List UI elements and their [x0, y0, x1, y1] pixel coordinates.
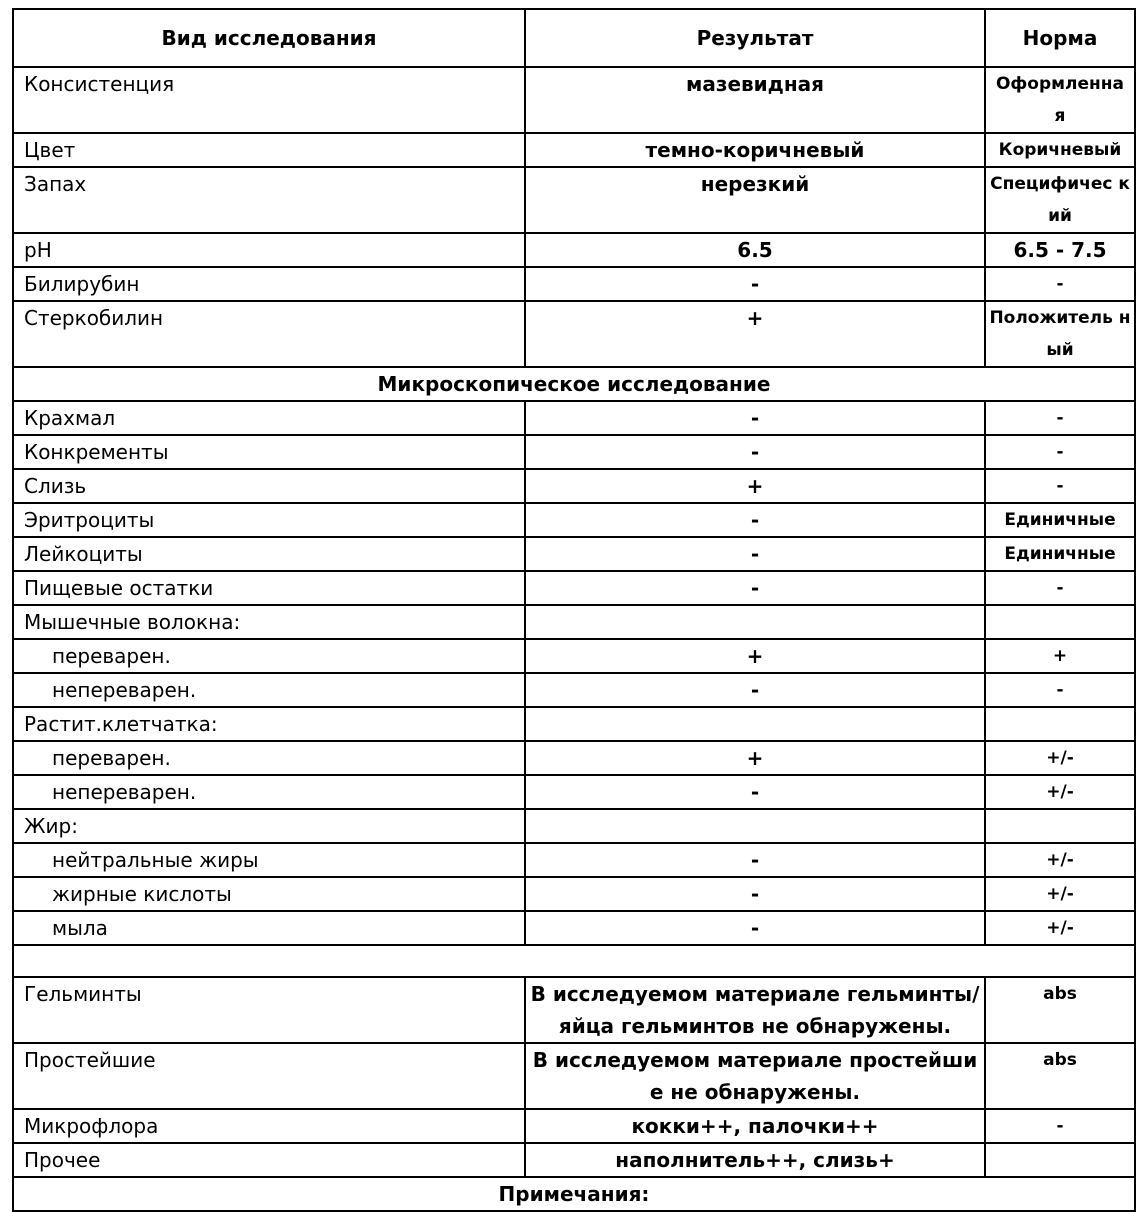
test-result: -	[525, 673, 985, 707]
table-row	[13, 267, 1135, 301]
table-row	[13, 639, 1135, 673]
table-row	[13, 1109, 1135, 1143]
test-norm: Коричневый	[985, 133, 1135, 167]
header-result: Результат	[525, 9, 985, 67]
test-norm: -	[985, 435, 1135, 469]
table-row	[13, 233, 1135, 267]
test-norm	[985, 809, 1135, 843]
test-result: -	[525, 401, 985, 435]
test-result: нерезкий	[525, 167, 985, 233]
table-row	[13, 977, 1135, 1043]
test-norm: -	[985, 1109, 1135, 1143]
test-result: -	[525, 843, 985, 877]
test-result: -	[525, 911, 985, 945]
test-norm	[985, 605, 1135, 639]
test-norm: -	[985, 469, 1135, 503]
table-row	[13, 537, 1135, 571]
test-name: Микрофлора	[13, 1109, 525, 1143]
test-result: -	[525, 267, 985, 301]
table-row	[13, 741, 1135, 775]
test-result: кокки++, палочки++	[525, 1109, 985, 1143]
section-title: Микроскопическое исследование	[13, 367, 1135, 401]
table-row	[13, 877, 1135, 911]
test-result: наполнитель++, слизь+	[525, 1143, 985, 1177]
test-norm	[985, 1143, 1135, 1177]
test-name: Стеркобилин	[13, 301, 525, 367]
table-row	[13, 605, 1135, 639]
test-result: -	[525, 775, 985, 809]
test-result: +	[525, 639, 985, 673]
test-norm: +/-	[985, 843, 1135, 877]
test-norm: Единичные	[985, 503, 1135, 537]
test-norm: -	[985, 267, 1135, 301]
test-name: Гельминты	[13, 977, 525, 1043]
test-norm: abs	[985, 977, 1135, 1043]
test-result: мазевидная	[525, 67, 985, 133]
test-result: -	[525, 877, 985, 911]
test-name: Запах	[13, 167, 525, 233]
test-result: +	[525, 301, 985, 367]
table-row	[13, 435, 1135, 469]
test-result: -	[525, 435, 985, 469]
header-test: Вид исследования	[13, 9, 525, 67]
test-name: Растит.клетчатка:	[13, 707, 525, 741]
table-row	[13, 67, 1135, 133]
test-result: 6.5	[525, 233, 985, 267]
test-name: Жир:	[13, 809, 525, 843]
test-result: В исследуемом материале гельминты/яйца гельминтов не обнаружены.	[525, 977, 985, 1043]
table-row	[13, 1143, 1135, 1177]
test-norm: +/-	[985, 911, 1135, 945]
notes-row	[13, 1177, 1135, 1211]
test-name: Билирубин	[13, 267, 525, 301]
test-name: Крахмал	[13, 401, 525, 435]
test-norm: Единичные	[985, 537, 1135, 571]
table-header-row	[13, 9, 1135, 67]
test-result: +	[525, 469, 985, 503]
table-row	[13, 503, 1135, 537]
test-name: Прочее	[13, 1143, 525, 1177]
test-name: Мышечные волокна:	[13, 605, 525, 639]
test-norm: Оформленна я	[985, 67, 1135, 133]
table-row	[13, 775, 1135, 809]
table-row	[13, 673, 1135, 707]
test-result	[525, 707, 985, 741]
test-norm: +/-	[985, 775, 1135, 809]
test-name: Простейшие	[13, 1043, 525, 1109]
test-name: непереварен.	[13, 775, 525, 809]
table-row	[13, 301, 1135, 367]
test-name: переварен.	[13, 741, 525, 775]
table-row	[13, 1043, 1135, 1109]
test-result: -	[525, 503, 985, 537]
test-result	[525, 605, 985, 639]
test-name: Эритроциты	[13, 503, 525, 537]
test-norm: Положитель ный	[985, 301, 1135, 367]
test-name: Цвет	[13, 133, 525, 167]
test-norm: +/-	[985, 877, 1135, 911]
test-result	[525, 809, 985, 843]
test-name: нейтральные жиры	[13, 843, 525, 877]
spacer-row	[13, 945, 1135, 977]
table-row	[13, 911, 1135, 945]
table-row	[13, 167, 1135, 233]
test-result: В исследуемом материале простейшие не обнаружены.	[525, 1043, 985, 1109]
test-name: Слизь	[13, 469, 525, 503]
test-result: темно-коричневый	[525, 133, 985, 167]
test-name: жирные кислоты	[13, 877, 525, 911]
spacer-cell	[13, 945, 1135, 977]
table-row	[13, 401, 1135, 435]
test-norm: 6.5 - 7.5	[985, 233, 1135, 267]
test-result: -	[525, 537, 985, 571]
test-norm: +/-	[985, 741, 1135, 775]
test-name: переварен.	[13, 639, 525, 673]
test-norm: +	[985, 639, 1135, 673]
table-row	[13, 809, 1135, 843]
test-norm: -	[985, 571, 1135, 605]
test-norm	[985, 707, 1135, 741]
results-table	[12, 8, 1136, 1212]
notes-label: Примечания:	[13, 1177, 1135, 1211]
test-name: Лейкоциты	[13, 537, 525, 571]
test-name: pH	[13, 233, 525, 267]
test-norm: -	[985, 673, 1135, 707]
test-name: Пищевые остатки	[13, 571, 525, 605]
table-row	[13, 707, 1135, 741]
test-norm: Специфичес кий	[985, 167, 1135, 233]
table-row	[13, 133, 1135, 167]
section-header-row	[13, 367, 1135, 401]
test-result: +	[525, 741, 985, 775]
test-name: Конкременты	[13, 435, 525, 469]
table-row	[13, 571, 1135, 605]
test-norm: -	[985, 401, 1135, 435]
test-result: -	[525, 571, 985, 605]
table-row	[13, 469, 1135, 503]
test-norm: abs	[985, 1043, 1135, 1109]
test-name: непереварен.	[13, 673, 525, 707]
test-name: Консистенция	[13, 67, 525, 133]
table-row	[13, 843, 1135, 877]
header-norm: Норма	[985, 9, 1135, 67]
test-name: мыла	[13, 911, 525, 945]
